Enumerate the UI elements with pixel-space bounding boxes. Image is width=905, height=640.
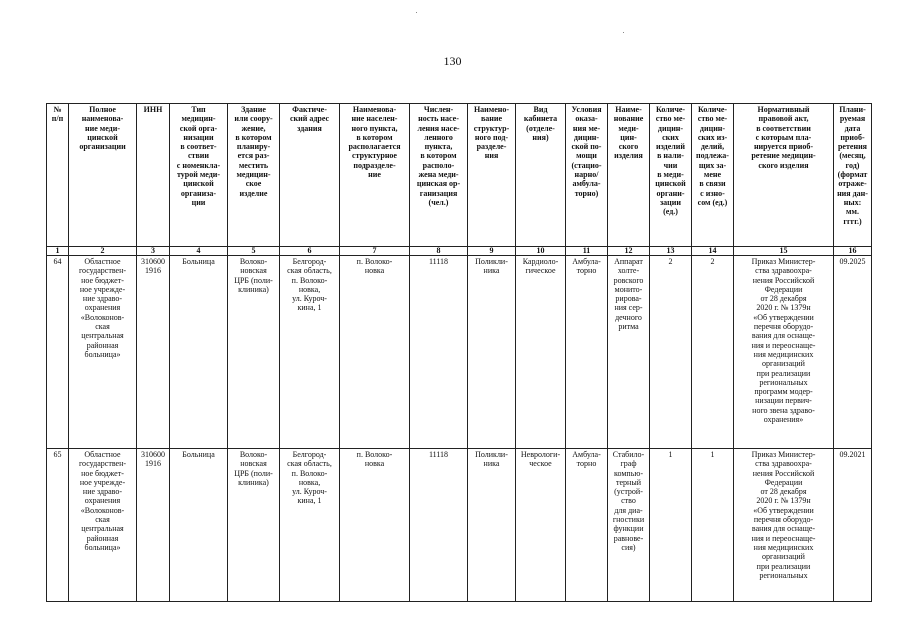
row-number-cell: 65 xyxy=(47,449,69,602)
devices-available-cell: 2 xyxy=(650,256,692,449)
scan-speck xyxy=(623,32,624,33)
column-number: 16 xyxy=(834,247,872,256)
column-number: 11 xyxy=(566,247,608,256)
column-number: 14 xyxy=(692,247,734,256)
building-cell: Волоко- новская ЦРБ (поли- клиника) xyxy=(228,449,280,602)
column-number: 9 xyxy=(468,247,516,256)
column-number: 4 xyxy=(170,247,228,256)
header-cell: Количе- ство ме- дицин- ских изделий в нали- чии в меди- цинской органи- зации (ед.) xyxy=(650,104,692,247)
organization-type-cell: Больница xyxy=(170,256,228,449)
column-number: 2 xyxy=(69,247,137,256)
header-cell: Наиме- нование меди- цин- ского изделия xyxy=(608,104,650,247)
table-row xyxy=(47,449,872,602)
inn-cell: 310600 1916 xyxy=(137,449,170,602)
header-cell: Плани- руемая дата приоб- ретения (месяц, год) (формат отраже- ния дан- ных: мм. гггг.) xyxy=(834,104,872,247)
settlement-cell: п. Волоко- новка xyxy=(340,449,410,602)
header-cell: Числен- ность насе- ления насе- ленного пункта, в котором располо- жена меди- цинская ор- ганизация (чел.) xyxy=(410,104,468,247)
row-number-cell: 64 xyxy=(47,256,69,449)
devices-to-replace-cell: 2 xyxy=(692,256,734,449)
header-cell: Полное наименова- ние меди- цинской организации xyxy=(69,104,137,247)
column-number: 5 xyxy=(228,247,280,256)
inn-cell: 310600 1916 xyxy=(137,256,170,449)
header-cell: Вид кабинета (отделе- ния) xyxy=(516,104,566,247)
table-row xyxy=(47,256,872,449)
header-cell: Количе- ство ме- дицин- ских из- делий, подлежа- щих за- мене в связи с изно- сом (ед.) xyxy=(692,104,734,247)
care-conditions-cell: Амбула- торно xyxy=(566,449,608,602)
header-cell: Условия оказа- ния ме- дицин- ской по- мощи (стацио- нарно/ амбула- торно) xyxy=(566,104,608,247)
purchase-date-cell: 09.2021 xyxy=(834,449,872,602)
column-number-row xyxy=(47,247,872,256)
column-number: 1 xyxy=(47,247,69,256)
page-number: 130 xyxy=(443,54,462,68)
population-cell: 11118 xyxy=(410,256,468,449)
legal-act-cell: Приказ Министер- ства здравоохра- нения Российской Федерации от 28 декабря 2020 г. № 1379н «Об утверждении перечня оборудо- вания для оснаще- ния и переоснаще- ния медицинских организаций при реализации региональных программ модер- низации первич- ного звена здраво- охранения» xyxy=(734,256,834,449)
header-cell: Тип медицин- ской орга- низации в соответ- ствии с номенкла- турой меди- цинской организа- ции xyxy=(170,104,228,247)
address-cell: Белгород- ская область, п. Волоко- новка, ул. Куроч- кина, 1 xyxy=(280,449,340,602)
purchase-date-cell: 09.2025 xyxy=(834,256,872,449)
address-cell: Белгород- ская область, п. Волоко- новка, ул. Куроч- кина, 1 xyxy=(280,256,340,449)
organization-name-cell: Областное государствен- ное бюджет- ное учрежде- ние здраво- охранения «Волоконов- ская центральная районная больница» xyxy=(69,449,137,602)
scan-speck xyxy=(416,12,417,13)
header-cell: Нормативный правовой акт, в соответствии с которым пла- нируется приоб- ретение медицин- ского изделия xyxy=(734,104,834,247)
column-number: 13 xyxy=(650,247,692,256)
header-cell: № п/п xyxy=(47,104,69,247)
organization-type-cell: Больница xyxy=(170,449,228,602)
cabinet-type-cell: Кардиоло- гическое xyxy=(516,256,566,449)
subdivision-cell: Поликли- ника xyxy=(468,449,516,602)
column-number: 6 xyxy=(280,247,340,256)
legal-act-cell: Приказ Министер- ства здравоохра- нения Российской Федерации от 28 декабря 2020 г. № 1379н «Об утверждении перечня оборудо- вания для оснаще- ния и переоснаще- ния медицинских организаций при реализации региональных xyxy=(734,449,834,602)
device-name-cell: Стабило- граф компью- терный (устрой- ство для диа- гностики функции равнове- сия) xyxy=(608,449,650,602)
subdivision-cell: Поликли- ника xyxy=(468,256,516,449)
column-number: 3 xyxy=(137,247,170,256)
population-cell: 11118 xyxy=(410,449,468,602)
settlement-cell: п. Волоко- новка xyxy=(340,256,410,449)
column-number: 15 xyxy=(734,247,834,256)
devices-available-cell: 1 xyxy=(650,449,692,602)
devices-to-replace-cell: 1 xyxy=(692,449,734,602)
medical-equipment-table xyxy=(46,103,872,602)
cabinet-type-cell: Неврологи- ческое xyxy=(516,449,566,602)
column-number: 10 xyxy=(516,247,566,256)
header-cell: Фактиче- ский адрес здания xyxy=(280,104,340,247)
header-cell: ИНН xyxy=(137,104,170,247)
header-row xyxy=(47,104,872,247)
care-conditions-cell: Амбула- торно xyxy=(566,256,608,449)
header-cell: Здание или соору- жение, в котором планиру- ется раз- местить медицин- ское изделие xyxy=(228,104,280,247)
column-number: 7 xyxy=(340,247,410,256)
column-number: 8 xyxy=(410,247,468,256)
device-name-cell: Аппарат холте- ровского монито- рирова- ния сер- дечного ритма xyxy=(608,256,650,449)
organization-name-cell: Областное государствен- ное бюджет- ное учрежде- ние здраво- охранения «Волоконов- ская центральная районная больница» xyxy=(69,256,137,449)
header-cell: Наименова- ние населен- ного пункта, в котором располагается структурное подразделе- ние xyxy=(340,104,410,247)
header-cell: Наимено- вание структур- ного под- разделе- ния xyxy=(468,104,516,247)
column-number: 12 xyxy=(608,247,650,256)
building-cell: Волоко- новская ЦРБ (поли- клиника) xyxy=(228,256,280,449)
